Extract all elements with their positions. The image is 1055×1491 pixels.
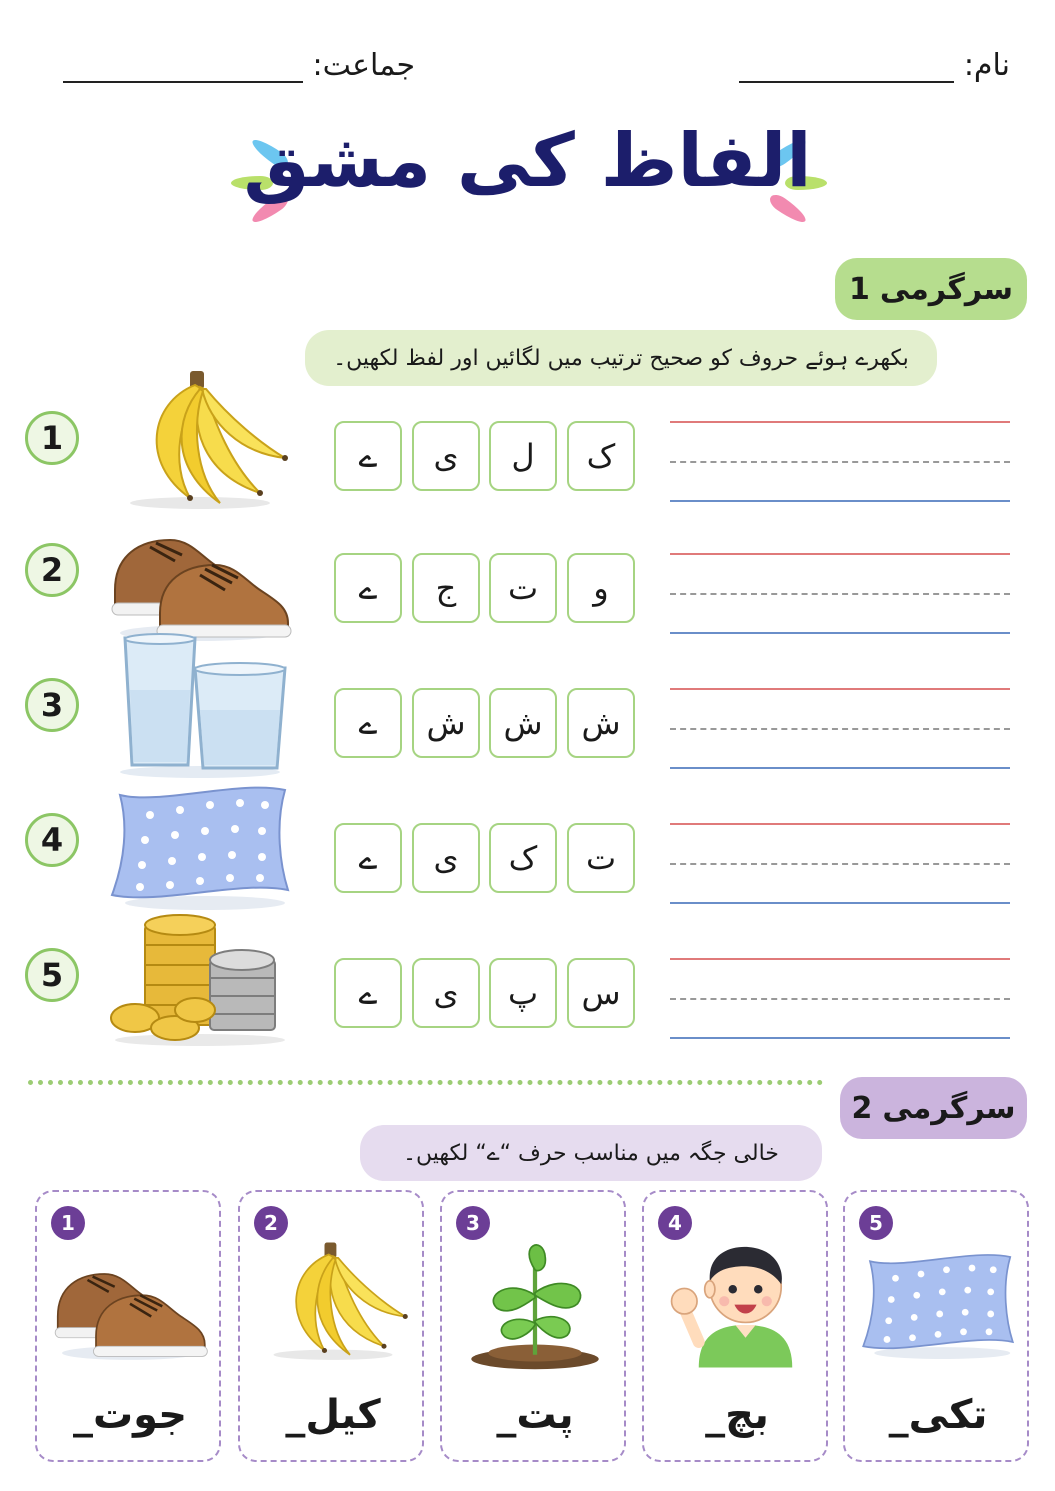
letter-tile[interactable]: ی xyxy=(412,823,480,893)
plant-image xyxy=(450,1222,620,1377)
writing-line[interactable] xyxy=(670,688,1010,690)
writing-line[interactable] xyxy=(670,863,1010,865)
fill-in-word[interactable]: تکی_ xyxy=(888,1392,988,1438)
writing-line[interactable] xyxy=(670,823,1010,825)
activity1-row xyxy=(0,645,1055,765)
letter-tile[interactable]: پ xyxy=(489,958,557,1028)
banana-image xyxy=(248,1222,418,1377)
writing-line[interactable] xyxy=(670,461,1010,463)
row-number: 1 xyxy=(25,411,79,465)
name-label: نام: xyxy=(963,48,1010,83)
writing-line[interactable] xyxy=(670,500,1010,502)
name-field xyxy=(739,48,1010,83)
activity1-row xyxy=(0,378,1055,498)
pillow-image xyxy=(100,765,300,915)
page-title: الفاظ کی مشق xyxy=(243,118,812,204)
class-field xyxy=(63,48,416,83)
class-label: جماعت: xyxy=(312,48,415,83)
activity1-badge xyxy=(835,258,1027,320)
letter-tile[interactable]: ے xyxy=(334,823,402,893)
writing-line[interactable] xyxy=(670,902,1010,904)
writing-line[interactable] xyxy=(670,632,1010,634)
letter-tile[interactable]: و xyxy=(567,553,635,623)
card-number: 2 xyxy=(254,1206,288,1240)
boy-image xyxy=(652,1222,822,1377)
letter-tile[interactable]: ے xyxy=(334,958,402,1028)
writing-line[interactable] xyxy=(670,767,1010,769)
card-number: 1 xyxy=(51,1206,85,1240)
glasses-image xyxy=(100,630,300,780)
word-card xyxy=(843,1190,1029,1462)
row-number: 5 xyxy=(25,948,79,1002)
letter-tile[interactable]: ش xyxy=(567,688,635,758)
word-card xyxy=(35,1190,221,1462)
class-write-line[interactable] xyxy=(63,49,303,83)
activity2-badge-word: سرگرمی xyxy=(882,1090,1016,1126)
writing-line[interactable] xyxy=(670,593,1010,595)
section-divider xyxy=(28,1080,823,1085)
activity2-badge xyxy=(840,1077,1027,1139)
fill-in-word[interactable]: کیل_ xyxy=(285,1392,381,1438)
letter-tile[interactable]: ے xyxy=(334,553,402,623)
writing-line[interactable] xyxy=(670,553,1010,555)
fill-in-word[interactable]: پت_ xyxy=(496,1392,574,1438)
activity1-badge-word: سرگرمی xyxy=(879,271,1014,307)
writing-line[interactable] xyxy=(670,958,1010,960)
name-write-line[interactable] xyxy=(739,49,954,83)
card-number: 4 xyxy=(658,1206,692,1240)
activity1-row xyxy=(0,780,1055,900)
letter-tile[interactable]: ی xyxy=(412,421,480,491)
fill-in-word[interactable]: جوت_ xyxy=(72,1392,188,1438)
letter-tile[interactable]: ل xyxy=(489,421,557,491)
letter-tile[interactable]: ے xyxy=(334,421,402,491)
letter-tile[interactable]: ش xyxy=(412,688,480,758)
word-card xyxy=(440,1190,626,1462)
activity2-badge-number: 2 xyxy=(851,1090,873,1126)
card-number: 5 xyxy=(859,1206,893,1240)
letter-tile[interactable]: ت xyxy=(567,823,635,893)
writing-line[interactable] xyxy=(670,1037,1010,1039)
coins-image xyxy=(100,900,300,1050)
letter-tile[interactable]: س xyxy=(567,958,635,1028)
letter-tile[interactable]: ک xyxy=(489,823,557,893)
activity1-row xyxy=(0,510,1055,630)
fill-in-word[interactable]: بچ_ xyxy=(705,1392,769,1438)
row-number: 2 xyxy=(25,543,79,597)
letter-tile[interactable]: ک xyxy=(567,421,635,491)
writing-line[interactable] xyxy=(670,998,1010,1000)
word-card xyxy=(642,1190,828,1462)
letter-tile[interactable]: ت xyxy=(489,553,557,623)
activity2-instruction: خالی جگہ میں مناسب حرف “ے“ لکھیں۔ xyxy=(360,1125,822,1181)
word-card xyxy=(238,1190,424,1462)
shoes-image xyxy=(100,495,300,645)
row-number: 3 xyxy=(25,678,79,732)
activity1-row xyxy=(0,915,1055,1035)
letter-tile[interactable]: ش xyxy=(489,688,557,758)
activity1-instruction: بکھرے ہوئے حروف کو صحیح ترتیب میں لگائیں اور لفظ لکھیں۔ xyxy=(305,330,937,386)
shoes-image xyxy=(45,1222,215,1377)
row-number: 4 xyxy=(25,813,79,867)
card-number: 3 xyxy=(456,1206,490,1240)
letter-tile[interactable]: ے xyxy=(334,688,402,758)
writing-line[interactable] xyxy=(670,728,1010,730)
activity1-badge-number: 1 xyxy=(848,271,870,307)
pillow-image xyxy=(853,1222,1023,1377)
letter-tile[interactable]: ی xyxy=(412,958,480,1028)
banana-image xyxy=(100,363,300,513)
letter-tile[interactable]: ج xyxy=(412,553,480,623)
writing-line[interactable] xyxy=(670,421,1010,423)
